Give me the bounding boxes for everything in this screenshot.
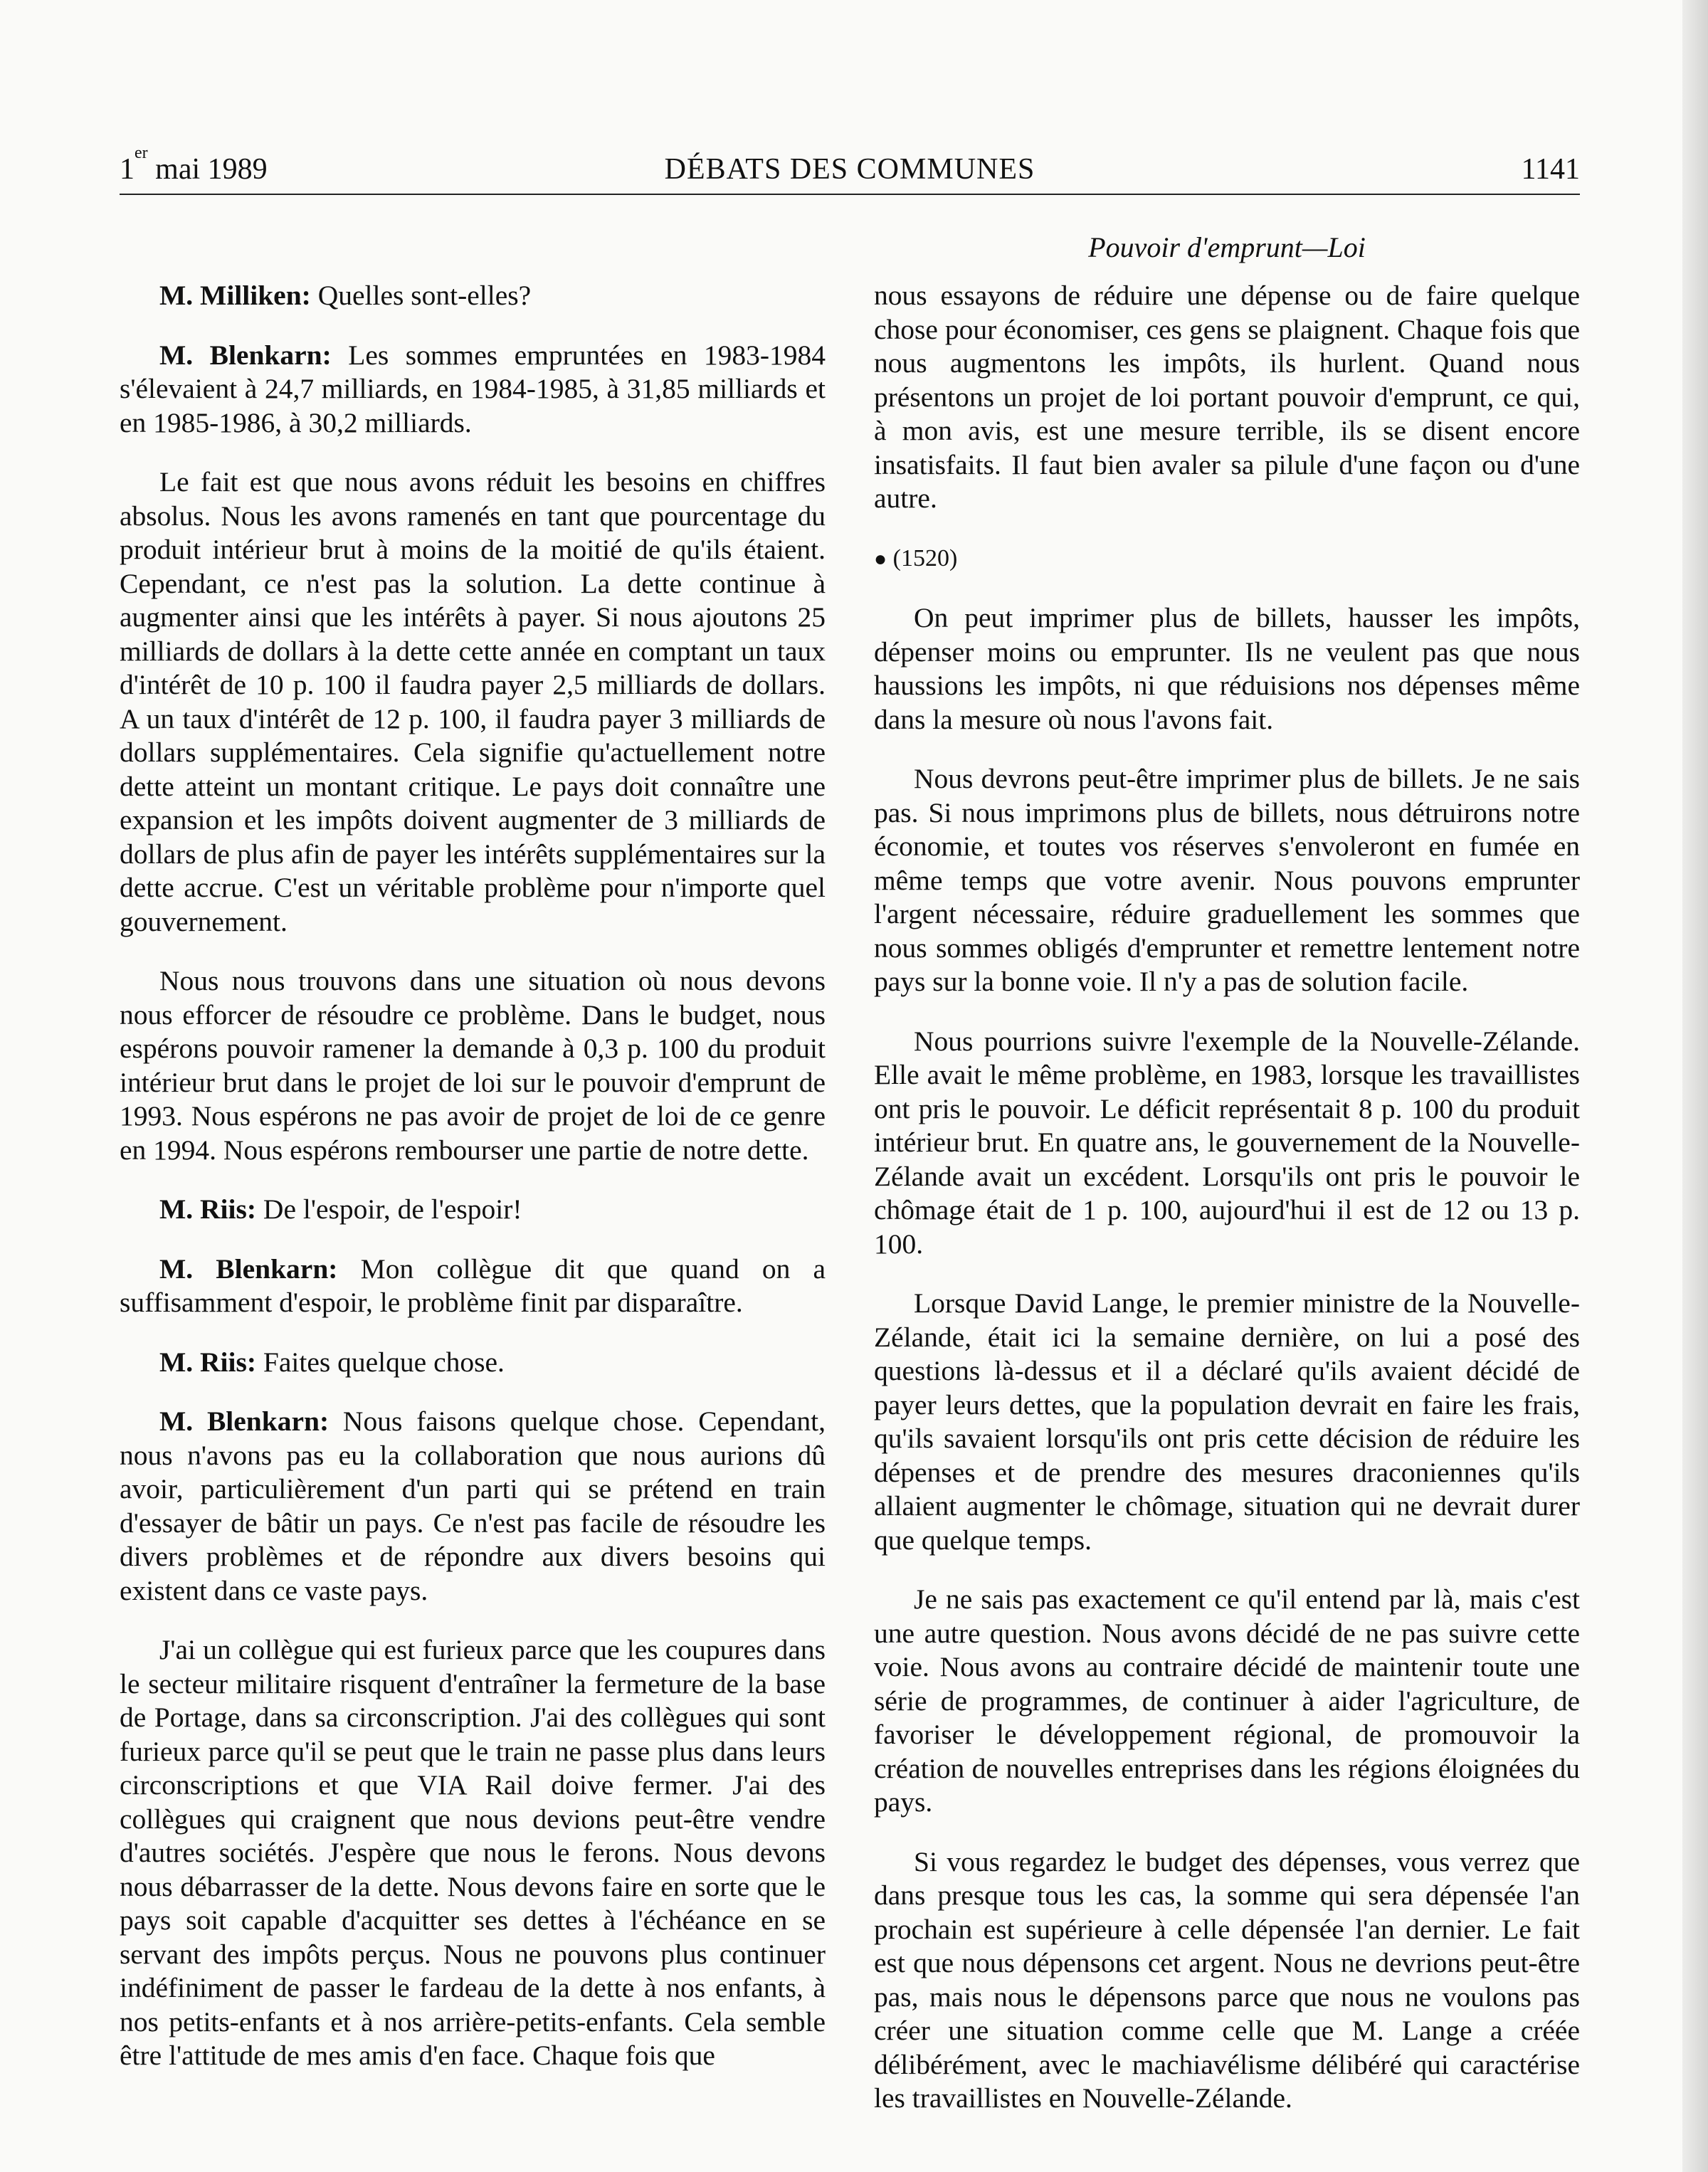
paragraph: Nous nous trouvons dans une situation où nous devons nous efforcer de résoudre ce problème. Dans le budget, nous espérons pouvoir ramener la demande à 0,3 p. 100 du produit intérieur brut dans le projet de loi sur le pouvoir d'emprunt de 1993. Nous espérons ne pas avoir de projet de loi de ce genre en 1994. Nous espérons rembourser une partie de notre dette.: [120, 965, 826, 1166]
paragraph: M. Blenkarn: Les sommes empruntées en 1983-1984 s'élevaient à 24,7 milliards, en 1984-1985, à 31,85 milliards et en 1985-1986, à 30,2 milliards.: [120, 339, 826, 438]
paragraph: M. Riis: De l'espoir, de l'espoir!: [159, 1193, 522, 1225]
left-column: [120, 279, 826, 2099]
speaker-name: M. Blenkarn:: [159, 1253, 338, 1285]
paragraph: M. Milliken: Quelles sont-elles?: [159, 280, 532, 311]
page-edge-shadow: [1682, 0, 1708, 2172]
speaker-name: M. Milliken:: [159, 280, 311, 311]
speaker-name: M. Riis:: [159, 1193, 257, 1225]
speaker-name: M. Riis:: [159, 1346, 257, 1378]
page-header: [120, 144, 1580, 192]
paragraph-continuation: nous essayons de réduire une dépense ou de faire quelque chose pour économiser, ces gens se plaignent. Chaque fois que nous augmentons les impôts, ils hurlent. Quand nous présentons un projet de loi portant pouvoir d'emprunt, ce qui, à mon avis, est une mesure terrible, ils se disent encore insatisfaits. Il faut bien avaler sa pilule d'une façon ou d'une autre.: [874, 280, 1580, 514]
paragraph: Le fait est que nous avons réduit les besoins en chiffres absolus. Nous les avons ramenés en tant que pourcentage du produit intérieur brut à moins de la moitié de qu'ils étaient. Cependant, ce n'est pas la solution. La dette continue à augmenter ainsi que les intérêts à payer. Si nous ajoutons 25 milliards de dollars à la dette cette année en comptant un taux d'intérêt de 10 p. 100 il faudra payer 2,5 milliards de dollars. A un taux d'intérêt de 12 p. 100, il faudra payer 3 milliards de dollars supplémentaires. Cela signifie qu'actuellement notre dette atteint un montant critique. Le pays doit connaître une expansion et les impôts doivent augmenter de 3 milliards de dollars de plus afin de payer les intérêts supplémentaires sur la dette accrue. C'est un véritable problème pour n'importe quel gouvernement.: [120, 466, 826, 937]
bullet-icon: ●: [874, 547, 887, 571]
header-rule: [120, 194, 1580, 195]
paragraph: J'ai un collègue qui est furieux parce que les coupures dans le secteur militaire risquent d'entraîner la fermeture de la base de Portage, dans sa circonscription. J'ai des collègues qui sont furieux parce qu'il se peut que le train ne passe plus dans leurs circonscriptions et que VIA Rail doive fermer. J'ai des collègues qui craignent que nous devions peut-être vendre d'autres sociétés. J'espère que nous le ferons. Nous devons nous débarrasser de la dette. Nous devons faire en sorte que le pays soit capable d'acquitter ses dettes à l'échéance en se servant des impôts perçus. Nous ne pouvons plus continuer indéfiniment de passer le fardeau de la dette à nos enfants, à nos petits-enfants et à nos arrière-petits-enfants. Cela semble être l'attitude de mes amis d'en face. Chaque fois que: [120, 1634, 826, 2071]
paragraph: Nous pourrions suivre l'exemple de la Nouvelle-Zélande. Elle avait le même problème, en 1983, lorsque les travaillistes ont pris le pouvoir. Le déficit représentait 8 p. 100 du produit intérieur brut. En quatre ans, le gouvernement de la Nouvelle-Zélande avait un excédent. Lorsqu'ils ont pris le pouvoir le chômage était de 1 p. 100, aujourd'hui il est de 12 ou 13 p. 100.: [874, 1025, 1580, 1260]
paragraph: M. Blenkarn: Mon collègue dit que quand on a suffisamment d'espoir, le problème finit par disparaître.: [120, 1253, 826, 1318]
paragraph: Je ne sais pas exactement ce qu'il entend par là, mais c'est une autre question. Nous avons décidé de ne pas suivre cette voie. Nous avons au contraire décidé de maintenir toute une série de programmes, de continuer à aider l'agriculture, de favoriser le développement régional, de promouvoir la création de nouvelles entreprises dans les régions éloignées du pays.: [874, 1583, 1580, 1818]
paragraph: On peut imprimer plus de billets, hausser les impôts, dépenser moins ou emprunter. Ils ne veulent pas que nous haussions les impôts, ni que réduisions nos dépenses même dans la mesure où nous l'avons fait.: [874, 602, 1580, 735]
header-date: 1er mai 1989: [120, 144, 268, 186]
speaker-name: M. Blenkarn:: [159, 1406, 330, 1437]
header-page-number: 1141: [1521, 153, 1580, 186]
right-column: [874, 279, 1580, 2141]
paragraph: M. Riis: Faites quelque chose.: [159, 1346, 505, 1378]
paragraph: Lorsque David Lange, le premier ministre de la Nouvelle-Zélande, était ici la semaine dernière, on lui a posé des questions là-dessus et il a déclaré qu'ils avaient décidé de payer leurs dettes, que la population devrait en faire les frais, qu'ils savaient lorsqu'ils ont pris cette décision de réduire les dépenses et de prendre des mesures draconiennes qu'ils allaient augmenter le chômage, situation qui ne devrait durer que quelque temps.: [874, 1287, 1580, 1556]
running-title: Pouvoir d'emprunt—Loi: [1088, 231, 1366, 263]
header-title: DÉBATS DES COMMUNES: [664, 153, 1035, 186]
speaker-name: M. Blenkarn:: [159, 339, 332, 371]
paragraph: Si vous regardez le budget des dépenses, vous verrez que dans presque tous les cas, la somme qui sera dépensée l'an prochain est supérieure à celle dépensée l'an dernier. Le fait est que nous dépensons cet argent. Nous ne devrions peut-être pas, mais nous le dépensons parce que nous ne voulons pas créer une situation comme celle que M. Lange a créée délibérément, avec le machiavélisme délibéré qui caractérise les travaillistes en Nouvelle-Zélande.: [874, 1845, 1580, 2114]
paragraph: Nous devrons peut-être imprimer plus de billets. Je ne sais pas. Si nous imprimons plus de billets, nous détruirons notre économie, et toutes vos réserves s'envoleront en fumée en même temps que votre avenir. Nous pouvons emprunter l'argent nécessaire, réduire graduellement les sommes que nous sommes obligés d'emprunter et remettre lentement notre pays sur la bonne voie. Il n'y a pas de solution facile.: [874, 763, 1580, 997]
time-marker: ● (1520): [874, 544, 958, 571]
paragraph: M. Blenkarn: Nous faisons quelque chose. Cependant, nous n'avons pas eu la collaboration que nous aurions dû avoir, particulièrement d'un parti qui se prétend en train d'essayer de bâtir un pays. Ce n'est pas facile de résoudre les divers problèmes et de répondre aux divers besoins qui existent dans ce vaste pays.: [120, 1406, 826, 1606]
